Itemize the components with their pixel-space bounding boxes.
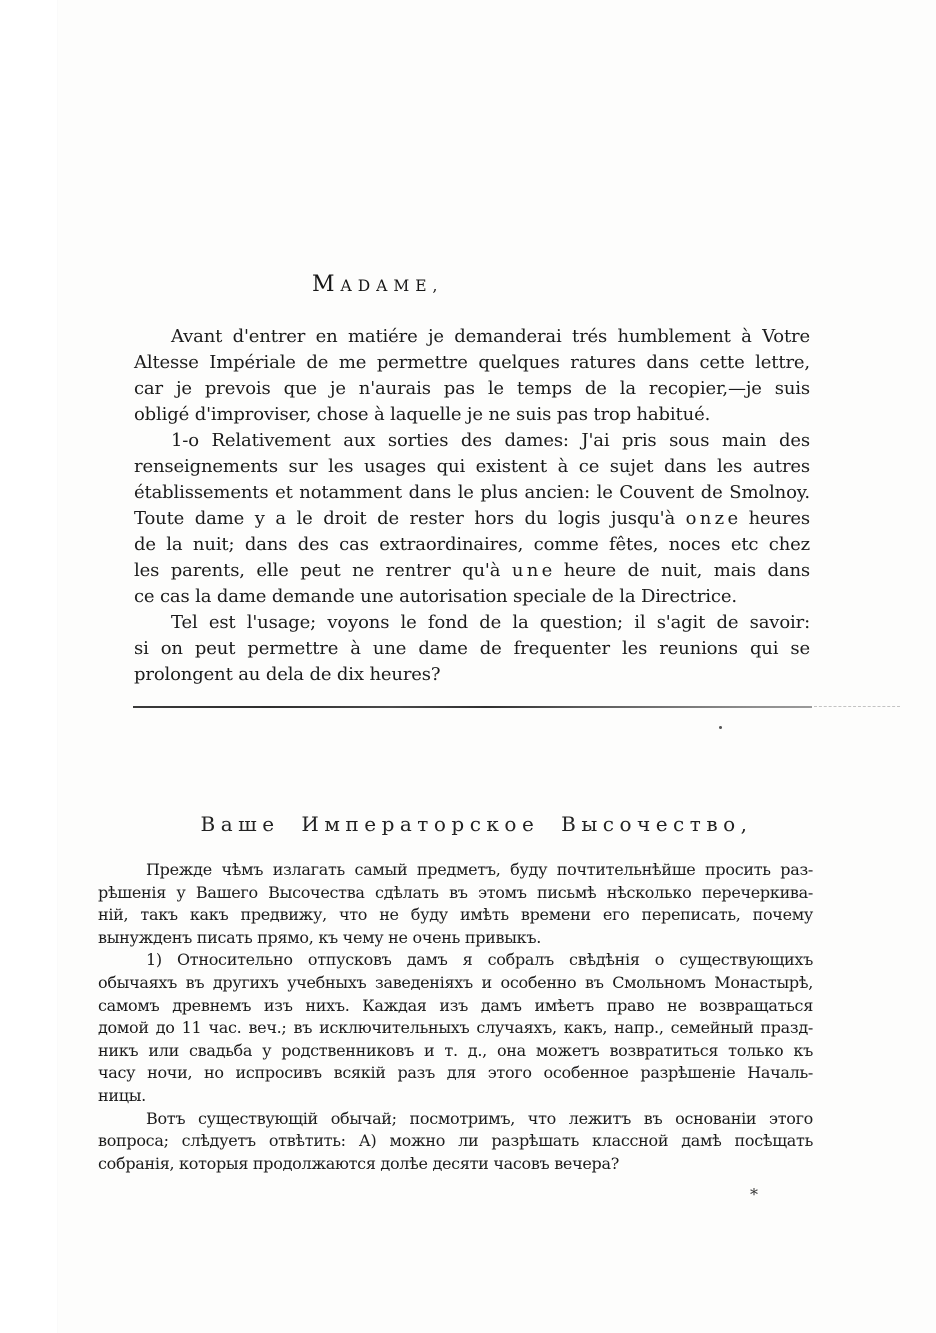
text-line: car je prevois que je n'aurais pas le temps de la recopier,—je suis — [134, 378, 810, 399]
text-line: Altesse Impériale de me permettre quelques ratures dans cette lettre, — [134, 352, 810, 373]
sheet-signature-mark: * — [750, 1185, 758, 1204]
text-line: обычаяхъ въ другихъ учебныхъ заведеніяхъ и особенно въ Смольномъ Монастырѣ, — [98, 972, 813, 992]
french-salutation: MADAME, — [312, 272, 444, 297]
ink-speck — [719, 726, 722, 729]
text-line: Прежде чѣмъ излагать самый предметъ, буду почтительнѣйше просить раз- — [146, 860, 813, 879]
text-line: ce cas la dame demande une autorisation speciale de la Directrice. — [134, 586, 737, 607]
paragraph — [134, 324, 810, 428]
text-line: собранія, которыя продолжаются долѣе десяти часовъ вечера? — [98, 1153, 619, 1173]
russian-body — [98, 859, 813, 1175]
text-line: 1) Относительно отпусковъ дамъ я собралъ свѣдѣнія о существующихъ — [146, 950, 813, 970]
paragraph — [134, 610, 810, 688]
paragraph — [98, 1108, 813, 1176]
russian-salutation: Ваше Императорское Высочество, — [200, 812, 753, 836]
paragraph — [98, 859, 813, 949]
text-line: ній, такъ какъ предвижу, что не буду имѣть времени его переписать, почему — [98, 905, 813, 925]
text-line: часу ночи, но испросивъ всякій разъ для этого особенное разрѣшеніе Началь- — [98, 1063, 813, 1083]
text-line: ницы. — [98, 1085, 146, 1105]
text-line: obligé d'improviser, chose à laquelle je ne suis pas trop habitué. — [134, 404, 711, 425]
text-line: établissements et notamment dans le plus ancien: le Couvent de Smolnoy. — [134, 482, 810, 503]
text-line: renseignements sur les usages qui existent à ce sujet dans les autres — [134, 456, 810, 477]
text-line: si on peut permettre à une dame de frequenter les reunions qui se — [134, 638, 810, 659]
text-line: Tel est l'usage; voyons le fond de la question; il s'agit de savoir: — [171, 612, 810, 633]
text-line: домой до 11 час. веч.; въ исключительныхъ случаяхъ, какъ, напр., семейный празд- — [98, 1018, 813, 1038]
paragraph — [134, 428, 810, 610]
section-divider-rule-faded-tail — [814, 706, 900, 707]
text-line: Вотъ существующій обычай; посмотримъ, что лежитъ въ основаніи этого — [146, 1108, 813, 1128]
paragraph — [98, 949, 813, 1107]
text-line: Avant d'entrer en matiére je demanderai trés humblement à Votre — [171, 326, 810, 347]
text-line: prolongent au dela de dix heures? — [134, 664, 441, 685]
text-line: de la nuit; dans des cas extraordinaires, comme fêtes, noces etc chez — [134, 534, 810, 555]
text-line: 1-o Relativement aux sorties des dames: J'ai pris sous main des — [171, 430, 810, 451]
text-line: les parents, elle peut ne rentrer qu'à u n e heure de nuit, mais dans — [134, 560, 810, 581]
text-line: никъ или свадьба у родственниковъ и т. д., она можетъ возвратиться только къ — [98, 1040, 813, 1060]
text-line: самомъ древнемъ изъ нихъ. Каждая изъ дамъ имѣетъ право не возвращаться — [98, 995, 813, 1015]
french-letter-section — [134, 272, 810, 688]
russian-letter-section — [98, 812, 813, 1175]
french-body — [134, 324, 810, 688]
text-line: рѣшенія у Вашего Высочества сдѣлать въ этомъ письмѣ нѣсколько перечеркива- — [98, 882, 813, 902]
section-divider-rule — [133, 706, 812, 708]
text-line: Toute dame y a le droit de rester hors du logis jusqu'à o n z e heures — [134, 508, 810, 529]
text-line: вынужденъ писать прямо, къ чему не очень привыкъ. — [98, 927, 542, 947]
text-line: вопроса; слѣдуетъ отвѣтить: А) можно ли разрѣшать классной дамѣ посѣщать — [98, 1131, 813, 1151]
scan-paper-edge — [0, 0, 58, 1333]
